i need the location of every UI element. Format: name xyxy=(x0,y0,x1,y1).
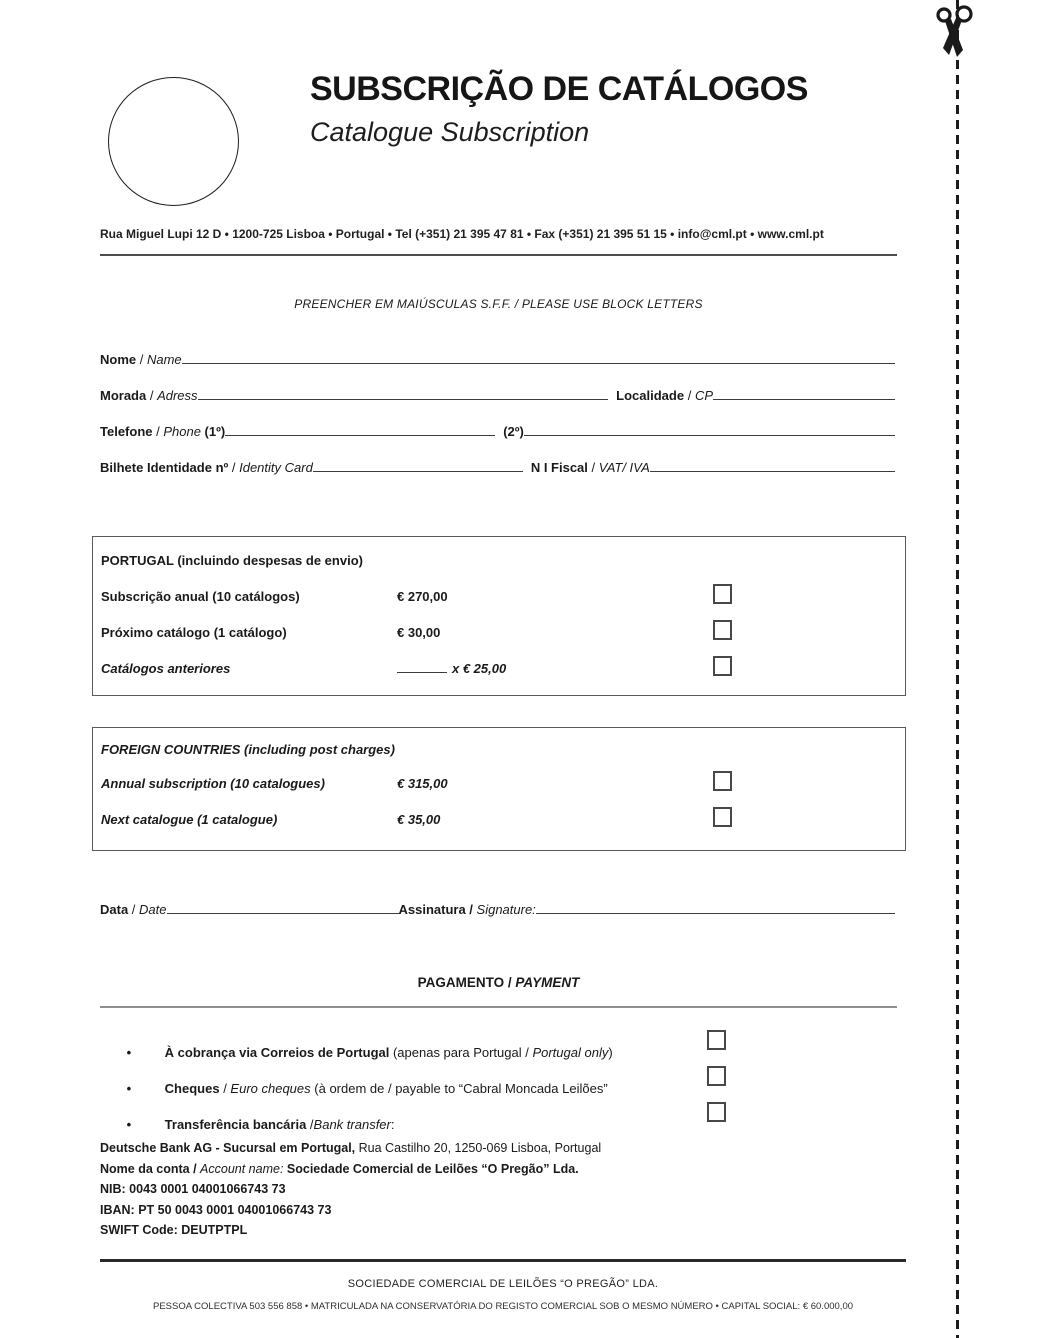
contact-address: Rua Miguel Lupi 12 D • 1200-725 Lisboa • Portugal • Tel (+351) 21 395 47 81 • Fax (+351) 21 395 51 15 • info@cml.pt • www.cml.pt xyxy=(100,227,824,241)
date-input-line[interactable] xyxy=(167,913,399,914)
transfer-label-italic: Bank transfer xyxy=(313,1117,391,1132)
portugal-next-row xyxy=(101,625,897,643)
separator: / xyxy=(136,352,147,367)
payment-heading xyxy=(100,975,897,990)
name-input-line[interactable] xyxy=(182,363,895,364)
account-line xyxy=(100,1159,601,1180)
separator: / xyxy=(228,460,240,475)
idcard-input-line[interactable] xyxy=(313,471,523,472)
footer-company-name: SOCIEDADE COMERCIAL DE LEILÕES “O PREGÃO” LDA. xyxy=(347,1278,659,1290)
date-signature-row xyxy=(100,896,895,917)
payment-option-cheque xyxy=(100,1066,895,1096)
foreign-annual-price: € 315,00 xyxy=(397,776,448,791)
bullet-icon: • xyxy=(126,1045,132,1060)
name-label-en: Name xyxy=(146,352,182,367)
address-input-line[interactable] xyxy=(198,399,609,400)
account-label-pt: Nome da conta / xyxy=(100,1161,201,1176)
locality-label-en: CP xyxy=(694,388,713,403)
foreign-pricing-box xyxy=(92,727,906,851)
signature-input-line[interactable] xyxy=(536,913,895,914)
foreign-annual-row xyxy=(101,776,897,794)
account-label-en: Account name: xyxy=(200,1161,287,1176)
separator: / xyxy=(684,388,695,403)
date-label-pt: Data xyxy=(100,902,129,917)
idcard-label-en: Identity Card xyxy=(239,460,313,475)
date-label-en: Date xyxy=(139,902,167,917)
name-label-pt: Nome xyxy=(100,352,137,367)
bullet-icon: • xyxy=(126,1081,132,1096)
footer-legal-text: PESSOA COLECTIVA 503 556 858 • MATRICULADA NA CONSERVATÓRIA DO REGISTO COMERCIAL SOB O MESMO NÚMERO • CAPITAL SOCIAL: € 60.000,00 xyxy=(152,1301,854,1312)
transfer-label-bold: Transferência bancária xyxy=(164,1117,307,1132)
swift-line: SWIFT Code: DEUTPTPL xyxy=(100,1223,248,1237)
cod-label-normal: (apenas para Portugal / xyxy=(389,1045,533,1060)
cod-label-italic: Portugal only xyxy=(532,1045,609,1060)
field-row-idcard xyxy=(100,454,895,475)
checkbox-payment-transfer[interactable] xyxy=(707,1102,726,1122)
account-name: Sociedade Comercial de Leilões “O Pregão” Lda. xyxy=(286,1161,579,1176)
foreign-next-row xyxy=(101,812,897,830)
portugal-next-price: € 30,00 xyxy=(397,625,441,640)
header xyxy=(310,70,808,148)
checkbox-foreign-annual[interactable] xyxy=(713,771,732,791)
signature-label-pt: Assinatura / xyxy=(398,902,473,917)
cod-label-bold: À cobrança via Correios de Portugal xyxy=(164,1045,390,1060)
locality-label-pt: Localidade xyxy=(616,388,685,403)
foreign-box-title: FOREIGN COUNTRIES (including post charges) xyxy=(101,742,395,757)
checkbox-portugal-annual[interactable] xyxy=(713,584,732,604)
payment-heading-pt: PAGAMENTO / xyxy=(417,975,512,990)
separator: / xyxy=(128,902,140,917)
checkbox-portugal-next[interactable] xyxy=(713,620,732,640)
checkbox-payment-cod[interactable] xyxy=(707,1030,726,1050)
payment-divider xyxy=(100,1006,897,1008)
header-divider xyxy=(100,254,897,256)
address-label-en: Adress xyxy=(157,388,198,403)
bank-name: Deutsche Bank AG - Sucursal em Portugal, xyxy=(100,1141,356,1155)
portugal-annual-price: € 270,00 xyxy=(397,589,448,604)
cheque-label-tail: (à ordem de / payable to “Cabral Moncada Leilões” xyxy=(310,1081,608,1096)
cut-dashed-line xyxy=(956,0,959,1338)
field-row-phone xyxy=(100,418,895,439)
page-title: SUBSCRIÇÃO DE CATÁLOGOS xyxy=(310,70,808,108)
portugal-previous-row xyxy=(101,661,897,679)
portugal-previous-label: Catálogos anteriores xyxy=(101,661,231,676)
separator: / xyxy=(152,424,164,439)
footer-divider xyxy=(100,1259,906,1262)
phone2-label: (2º) xyxy=(503,424,524,439)
phone1-label: (1º) xyxy=(200,424,226,439)
signature-label-en: Signature: xyxy=(472,902,536,917)
vat-input-line[interactable] xyxy=(650,471,895,472)
portugal-annual-label: Subscrição anual (10 catálogos) xyxy=(101,589,300,604)
portugal-previous-price: x € 25,00 xyxy=(452,661,507,676)
payment-heading-en: PAYMENT xyxy=(511,975,580,990)
page-subtitle: Catalogue Subscription xyxy=(310,117,590,147)
transfer-label-normal: / xyxy=(306,1117,314,1132)
idcard-label-pt: Bilhete Identidade nº xyxy=(100,460,229,475)
phone-label-en: Phone xyxy=(163,424,201,439)
iban-line: IBAN: PT 50 0043 0001 04001066743 73 xyxy=(100,1202,332,1217)
checkbox-payment-cheque[interactable] xyxy=(707,1066,726,1086)
bank-address: Rua Castilho 20, 1250-069 Lisboa, Portugal xyxy=(355,1141,602,1155)
portugal-box-title: PORTUGAL (incluindo despesas de envio) xyxy=(101,553,363,568)
phone-label-pt: Telefone xyxy=(100,424,153,439)
payment-option-transfer xyxy=(100,1102,895,1132)
portugal-pricing-box xyxy=(92,536,906,696)
field-row-address xyxy=(100,382,895,403)
portugal-next-label: Próximo catálogo (1 catálogo) xyxy=(101,625,287,640)
separator: / xyxy=(146,388,158,403)
vat-label-pt: N I Fiscal xyxy=(530,460,588,475)
cheque-label-bold: Cheques xyxy=(164,1081,220,1096)
portugal-annual-row xyxy=(101,589,897,607)
phone2-input-line[interactable] xyxy=(524,435,895,436)
block-letters-note: PREENCHER EM MAIÚSCULAS S.F.F. / PLEASE USE BLOCK LETTERS xyxy=(294,297,703,311)
logo-circle xyxy=(108,77,239,206)
vat-label-en: VAT/ IVA xyxy=(598,460,650,475)
bank-details xyxy=(100,1138,601,1241)
nib-line: NIB: 0043 0001 04001066743 73 xyxy=(100,1182,286,1196)
locality-input-line[interactable] xyxy=(713,399,895,400)
cheque-label-normal: / xyxy=(219,1081,231,1096)
cheque-label-italic: Euro cheques xyxy=(230,1081,311,1096)
bullet-icon: • xyxy=(126,1117,132,1132)
foreign-next-label: Next catalogue (1 catalogue) xyxy=(101,812,278,827)
scissors-icon xyxy=(932,4,980,64)
transfer-label-tail: : xyxy=(390,1117,395,1132)
phone1-input-line[interactable] xyxy=(225,435,495,436)
bank-line xyxy=(100,1138,601,1159)
payment-option-cod xyxy=(100,1030,895,1060)
checkbox-foreign-next[interactable] xyxy=(713,807,732,827)
address-label-pt: Morada xyxy=(100,388,147,403)
form-fields xyxy=(100,346,895,490)
payment-options xyxy=(100,1030,895,1138)
field-row-name xyxy=(100,346,895,367)
separator: / xyxy=(587,460,599,475)
checkbox-portugal-previous[interactable] xyxy=(713,656,732,676)
quantity-input-line[interactable] xyxy=(397,672,447,673)
foreign-next-price: € 35,00 xyxy=(397,812,441,827)
cod-label-tail: ) xyxy=(608,1045,613,1060)
foreign-annual-label: Annual subscription (10 catalogues) xyxy=(101,776,325,791)
